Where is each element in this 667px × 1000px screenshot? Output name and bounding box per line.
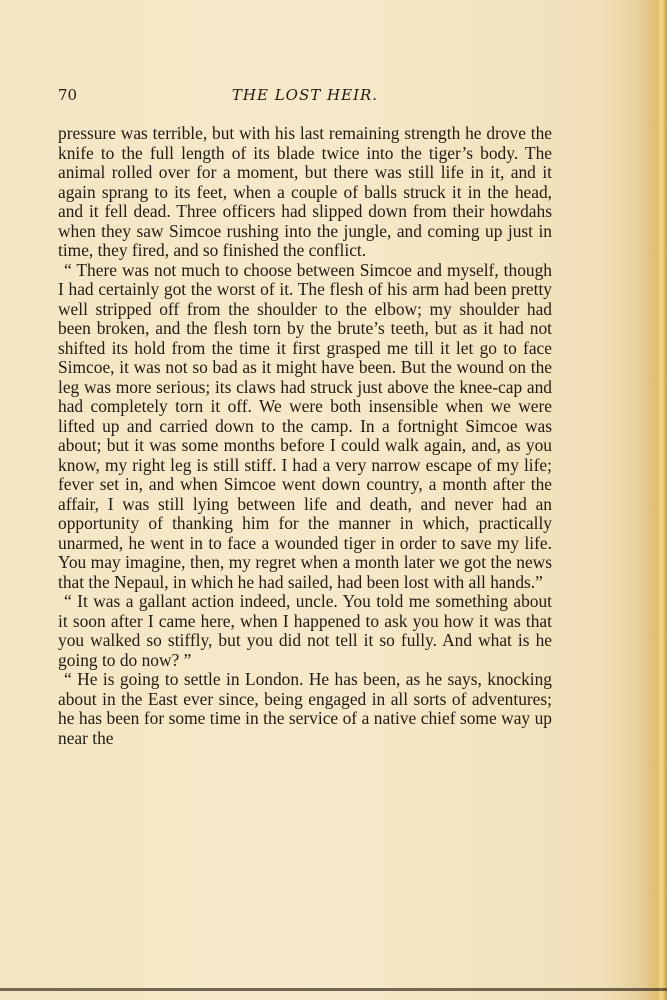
paragraph: “ It was a gallant action indeed, uncle. You told me something about it soon after I came here, when I happened to ask you how it was that you walked so stiffly, but you did not tell it so fully. And what is he going to do now? ” <box>58 591 552 670</box>
page-header <box>58 86 552 110</box>
paragraph: “ He is going to settle in London. He has been, as he says, knocking about in the East ever since, being engaged in all sorts of adventures; he has been for some time in the service of a native chief some way up near the <box>58 669 552 748</box>
page-number: 70 <box>58 86 78 104</box>
page-gilt-edge <box>649 0 667 1000</box>
body-text <box>58 124 552 748</box>
page-bottom-rule <box>0 988 667 991</box>
running-title: THE LOST HEIR. <box>231 86 379 104</box>
paragraph: pressure was terrible, but with his last remaining strength he drove the knife to the full length of its blade twice into the tiger’s body. The animal rolled over for a moment, but there was still life in it, and it again sprang to its feet, when a couple of balls struck it in the head, and it fell dead. Three officers had slipped down from their howdahs when they saw Simcoe rushing into the jungle, and coming up just in time, they fired, and so finished the conflict. <box>58 123 552 260</box>
paragraph: “ There was not much to choose between Simcoe and myself, though I had certainly got the worst of it. The flesh of his arm had been pretty well stripped off from the shoulder to the elbow; my shoulder had been broken, and the flesh torn by the brute’s teeth, but as it had not shifted its hold from the time it first grasped me till it let go to face Simcoe, it was not so bad as it might have been. But the wound on the leg was more serious; its claws had struck just above the knee-cap and had completely torn it off. We were both insensible when we were lifted up and carried down to the camp. In a fortnight Simcoe was about; but it was some months before I could walk again, and, as you know, my right leg is still stiff. I had a very narrow escape of my life; fever set in, and when Simcoe went down country, a month after the affair, I was still lying between life and death, and never had an opportunity of thanking him for the manner in which, practically unarmed, he went in to face a wounded tiger in order to save my life. You may imagine, then, my regret when a month later we got the news that the Nepaul, in which he had sailed, had been lost with all hands.” <box>58 259 552 592</box>
